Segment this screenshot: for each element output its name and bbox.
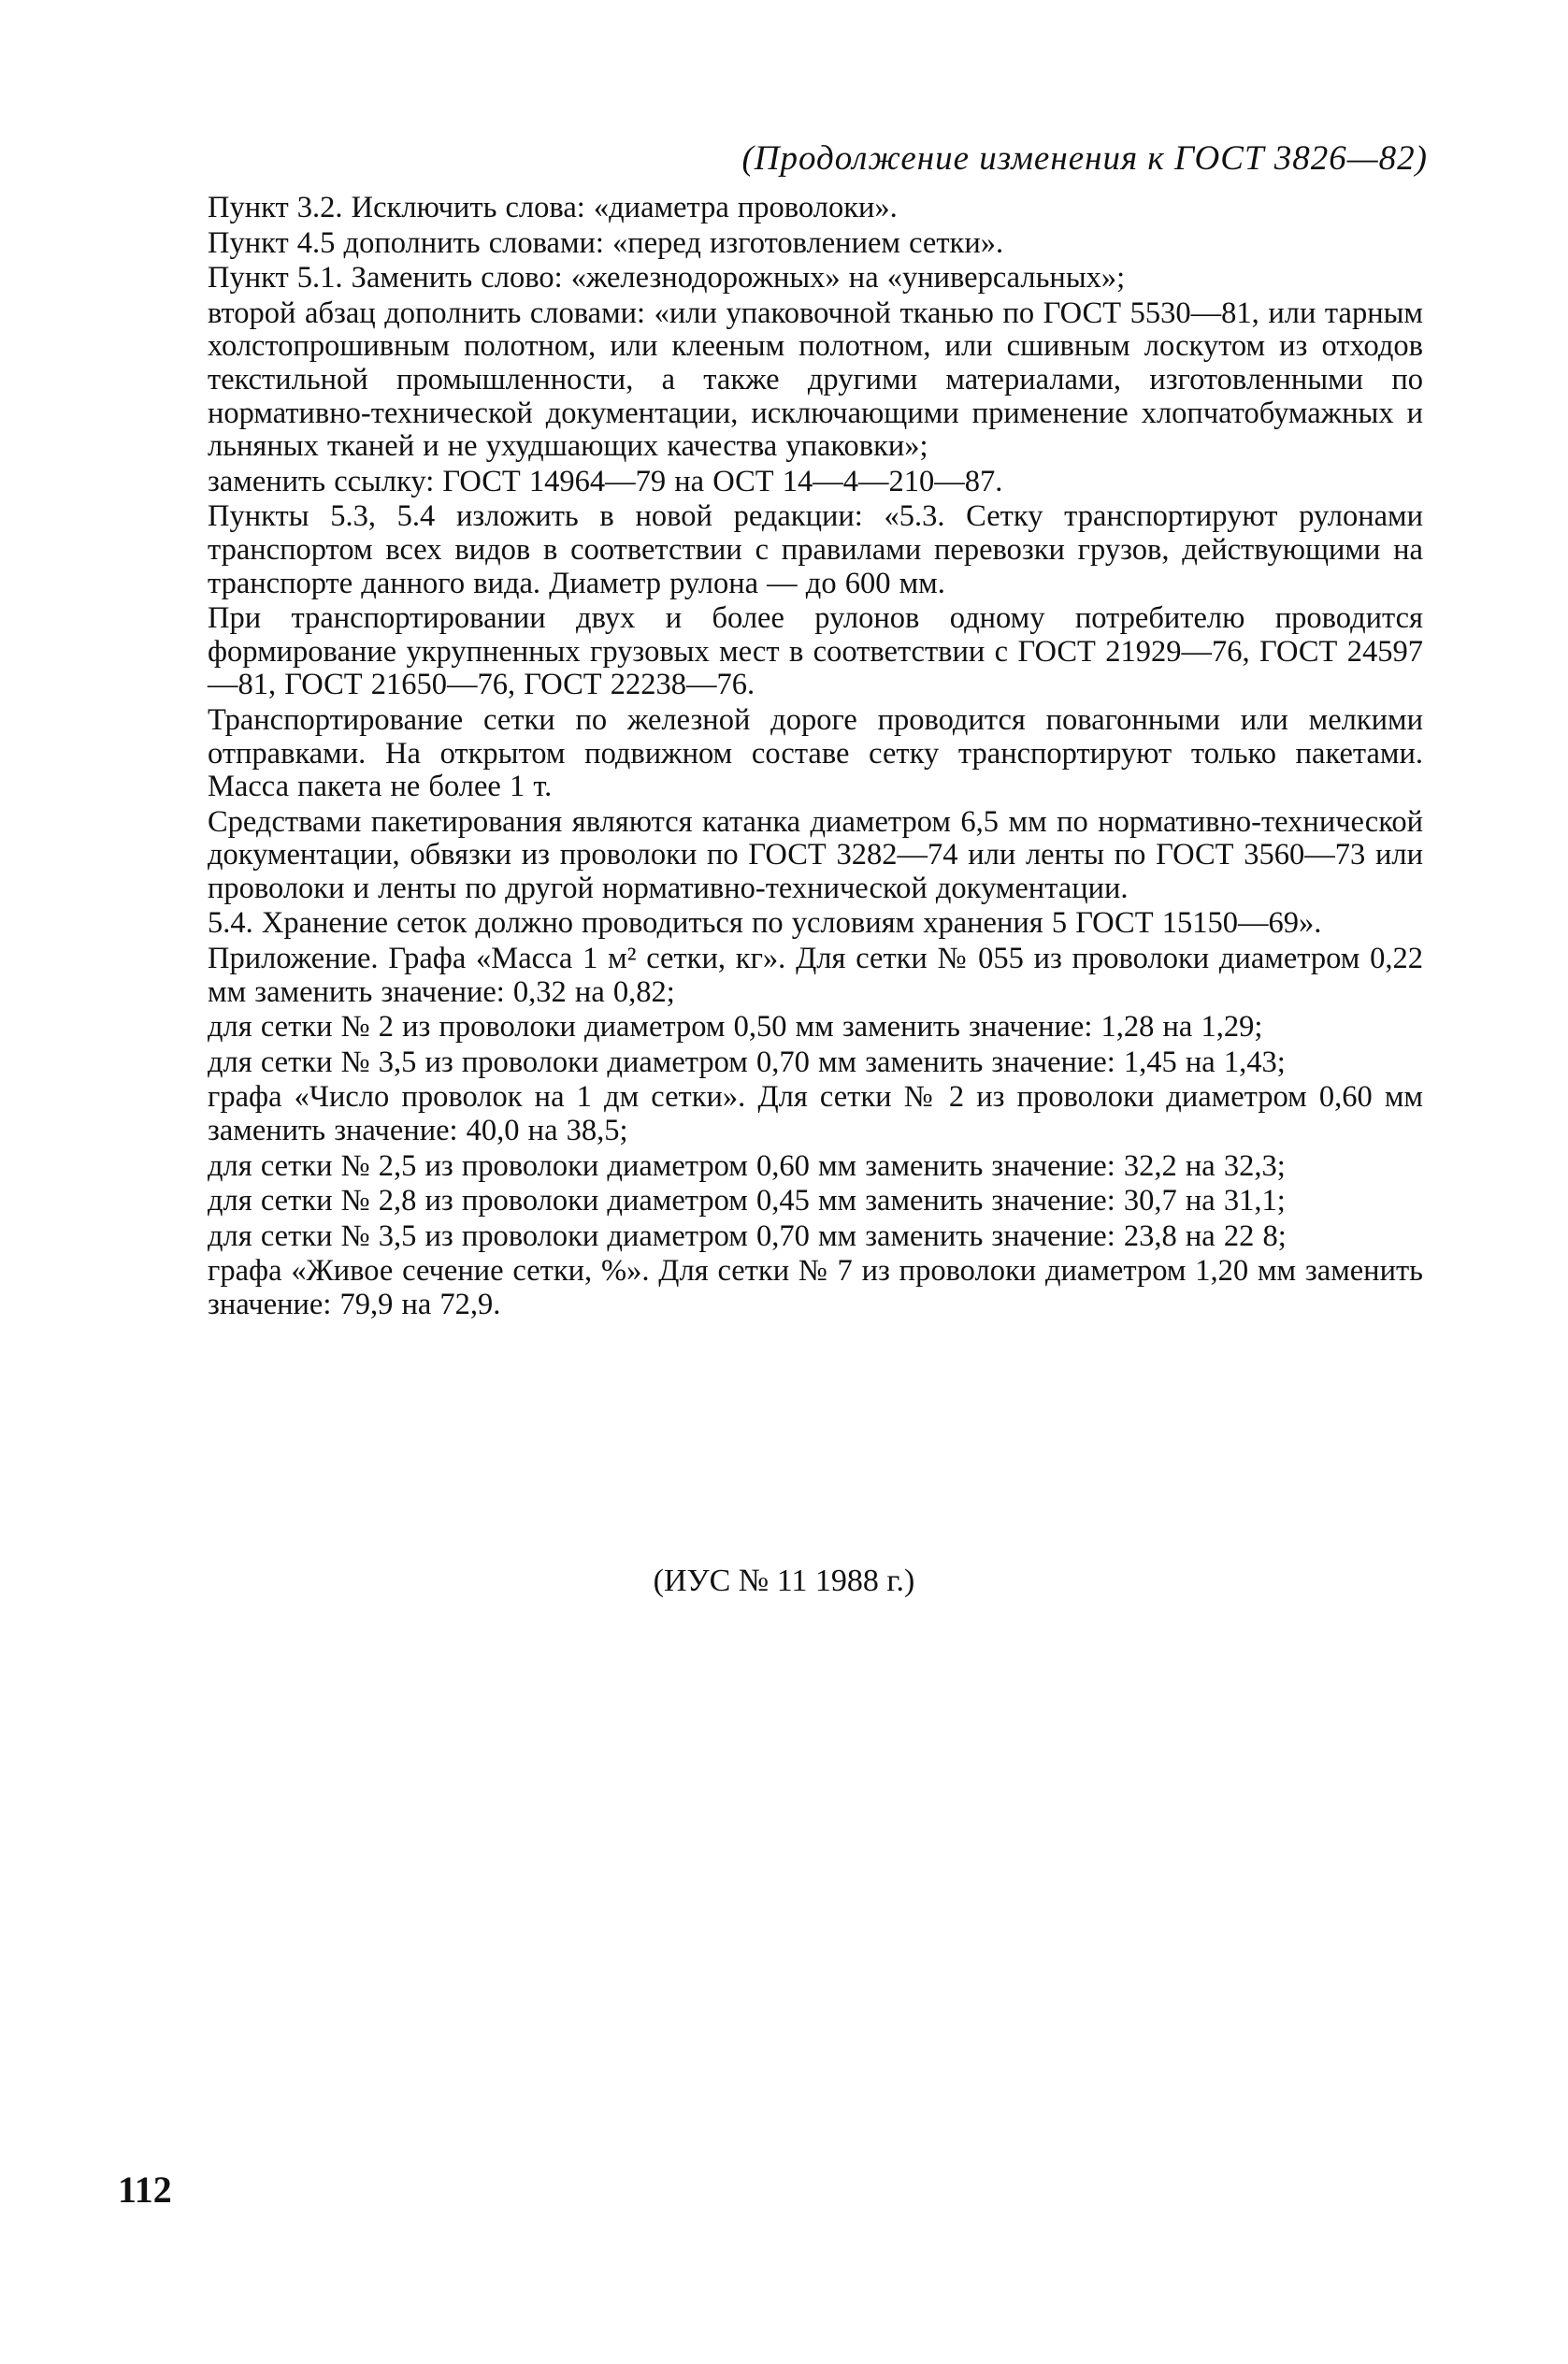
paragraph-mesh-2-mass: для сетки № 2 из проволоки диаметром 0,50 мм заменить значение: 1,28 на 1,29; (208, 1010, 1263, 1045)
paragraph-item-5-1: Пункт 5.1. Заменить слово: «железнодорожных» на «универсальных»; (208, 261, 1126, 296)
page-number: 112 (118, 2169, 172, 2211)
paragraph-item-3-2: Пункт 3.2. Исключить слова: «диаметра проволоки». (208, 191, 898, 224)
paragraph-mesh-3-5-mass: для сетки № 3,5 из проволоки диаметром 0,70 мм заменить значение: 1,45 на 1,43; (208, 1045, 1286, 1079)
paragraph-open-area: графа «Живое сечение сетки, %». Для сетки № 7 из проволоки диаметром 1,20 мм заменить значение: 79,9 на 72,9. (208, 1254, 1423, 1321)
amendment-body (208, 192, 1423, 1324)
paragraph-mesh-2-8-count: для сетки № 2,8 из проволоки диаметром 0,45 мм заменить значение: 30,7 на 31,1; (208, 1184, 1286, 1218)
continuation-header: (Продолжение изменения к ГОСТ 3826—82) (741, 139, 1428, 178)
paragraph-items-5-3-5-4: Пункты 5.3, 5.4 изложить в новой редакции: «5.3. Сетку транспортируют рулонами транспортом всех видов в соответствии с правилами перевозки грузов, действующими на транспорте данного вида. Диаметр рулона — до 600 мм. (208, 499, 1423, 600)
paragraph-packaging-means: Средствами пакетирования являются катанка диаметром 6,5 мм по нормативно-технической документации, обвязки из проволоки по ГОСТ 3282—74 или ленты по ГОСТ 3560—73 или проволоки и ленты по другой нормативно-технической документации. (208, 804, 1423, 905)
paragraph-transport-several-rolls: При транспортировании двух и более рулонов одному потребителю проводится формирование укрупненных грузовых мест в соответствии с ГОСТ 21929—76, ГОСТ 24597—81, ГОСТ 21650—76, ГОСТ 22238—76. (208, 601, 1423, 702)
paragraph-mesh-2-5-count: для сетки № 2,5 из проволоки диаметром 0,60 мм заменить значение: 32,2 на 32,3; (208, 1148, 1286, 1183)
paragraph-wire-count: графа «Число проволок на 1 дм сетки». Для сетки № 2 из проволоки диаметром 0,60 мм заменить значение: 40,0 на 38,5; (208, 1080, 1423, 1148)
paragraph-replace-reference: заменить ссылку: ГОСТ 14964—79 на ОСТ 14—4—210—87. (208, 464, 1003, 498)
paragraph-item-4-5: Пункт 4.5 дополнить словами: «перед изготовлением сетки». (208, 225, 1004, 260)
paragraph-item-5-4-storage: 5.4. Хранение сеток должно проводиться по условиям хранения 5 ГОСТ 15150—69». (208, 906, 1322, 941)
paragraph-mesh-3-5-count: для сетки № 3,5 из проволоки диаметром 0,70 мм заменить значение: 23,8 на 22 8; (208, 1218, 1287, 1253)
paragraph-railway-transport: Транспортирование сетки по железной дороге проводится повагонными или мелкими отправками. На открытом подвижном составе сетку транспортируют только пакетами. Масса пакета не более 1 т. (208, 702, 1423, 804)
paragraph-second-abzac: второй абзац дополнить словами: «или упаковочной тканью по ГОСТ 5530—81, или тарным холстопрошивным полотном, или клееным полотном, или сшивным лоскутом из отходов текстильной промышленности, а также другими материалами, изготовленными по нормативно-технической документации, исключающими применение хлопчатобумажных и льняных тканей и не ухудшающих качества упаковки»; (208, 296, 1423, 464)
paragraph-appendix-mass: Приложение. Графа «Масса 1 м² сетки, кг». Для сетки № 055 из проволоки диаметром 0,22 мм заменить значение: 0,32 на 0,82; (208, 942, 1423, 1009)
issue-note: (ИУС № 11 1988 г.) (653, 1564, 915, 1598)
